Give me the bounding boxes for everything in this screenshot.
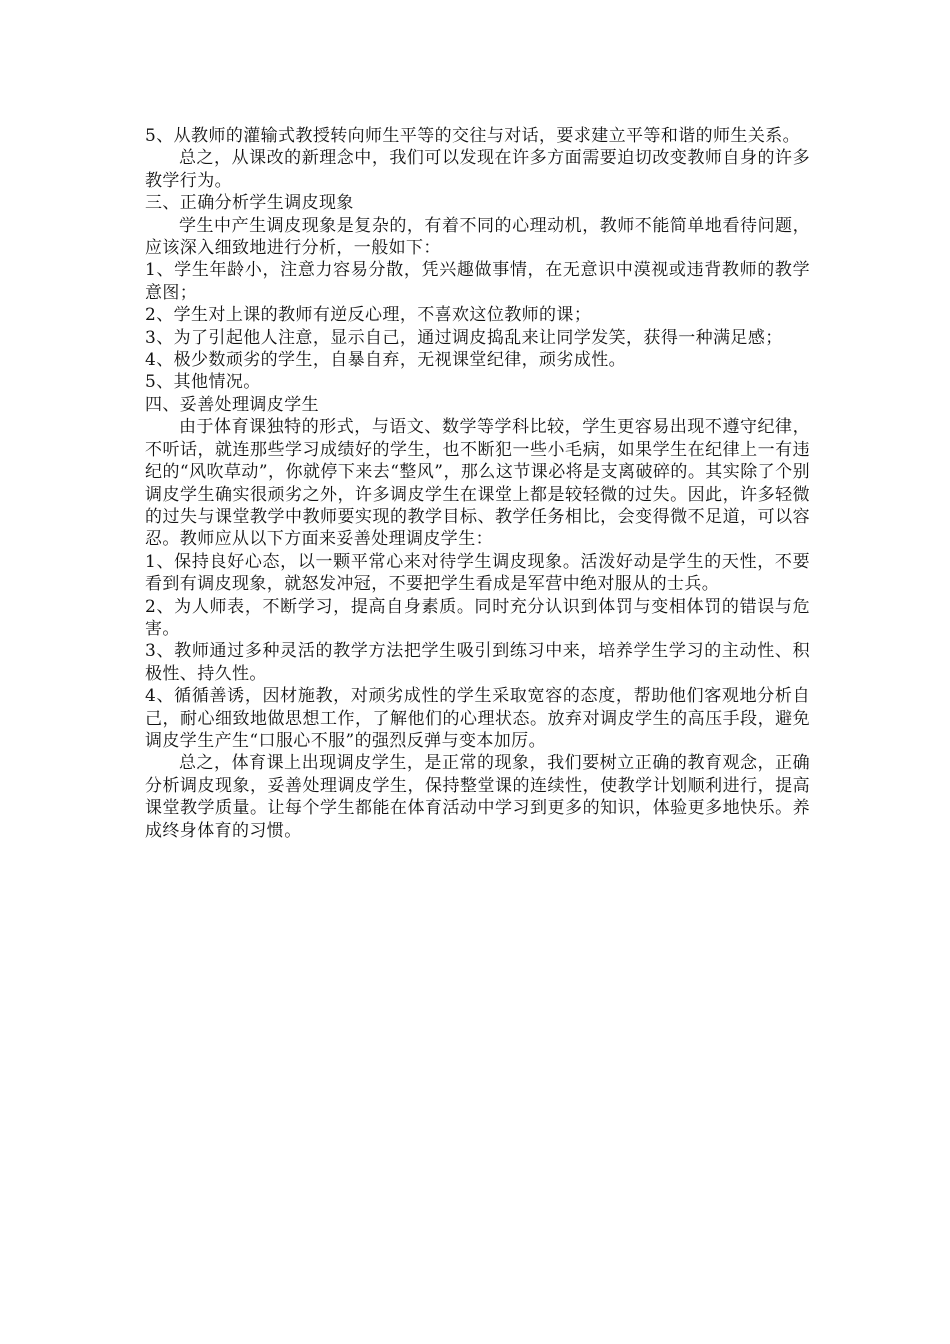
- paragraph: 总之，从课改的新理念中，我们可以发现在许多方面需要迫切改变教师自身的许多教学行为。: [145, 148, 810, 191]
- section-heading: 三、正确分析学生调皮现象: [145, 193, 354, 214]
- list-item: 1、学生年龄小，注意力容易分散，凭兴趣做事情，在无意识中漠视或违背教师的教学意图；: [145, 260, 810, 303]
- list-item: 4、循循善诱，因材施教，对顽劣成性的学生采取宽容的态度，帮助他们客观地分析自己，耐心细致地做思想工作，了解他们的心理状态。放弃对调皮学生的高压手段，避免调皮学生产生“口服心不服”的强烈反弹与变本加厉。: [145, 686, 810, 751]
- document-body: [145, 125, 810, 842]
- list-item: 3、为了引起他人注意，显示自己，通过调皮捣乱来让同学发笑，获得一种满足感；: [145, 327, 783, 348]
- paragraph: 学生中产生调皮现象是复杂的，有着不同的心理动机，教师不能简单地看待问题，应该深入细致地进行分析，一般如下：: [145, 215, 810, 259]
- paragraph: 总之，体育课上出现调皮学生，是正常的现象，我们要树立正确的教育观念，正确分析调皮现象，妥善处理调皮学生，保持整堂课的连续性，使教学计划顺利进行，提高课堂教学质量。让每个学生都能在体育活动中学习到更多的知识，体验更多地快乐。养成终身体育的习惯。: [145, 753, 810, 841]
- list-item: 3、教师通过多种灵活的教学方法把学生吸引到练习中来，培养学生学习的主动性、积极性、持久性。: [145, 641, 810, 684]
- paragraph: 5、从教师的灌输式教授转向师生平等的交往与对话，要求建立平等和谐的师生关系。: [145, 126, 801, 146]
- list-item: 1、保持良好心态，以一颗平常心来对待学生调皮现象。活泼好动是学生的天性，不要看到有调皮现象，就怒发冲冠，不要把学生看成是军营中绝对服从的士兵。: [145, 551, 810, 595]
- paragraph: 由于体育课独特的形式，与语文、数学等学科比较，学生更容易出现不遵守纪律，不听话，就连那些学习成绩好的学生，也不断犯一些小毛病，如果学生在纪律上一有违纪的“风吹草动”，你就停下来去“整风”，那么这节课必将是支离破碎的。其实除了个别调皮学生确实很顽劣之外，许多调皮学生在课堂上都是较轻微的过失。因此，许多轻微的过失与课堂教学中教师要实现的教学目标、教学任务相比，会变得微不足道，可以容忍。教师应从以下方面来妥善处理调皮学生：: [145, 417, 810, 550]
- list-item: 4、极少数顽劣的学生，自暴自弃，无视课堂纪律，顽劣成性。: [145, 350, 627, 371]
- list-item: 2、学生对上课的教师有逆反心理，不喜欢这位教师的课；: [145, 305, 592, 326]
- list-item: 2、为人师表，不断学习，提高自身素质。同时充分认识到体罚与变相体罚的错误与危害。: [145, 596, 810, 639]
- list-item: 5、其他情况。: [145, 372, 261, 393]
- section-heading: 四、妥善处理调皮学生: [145, 394, 319, 415]
